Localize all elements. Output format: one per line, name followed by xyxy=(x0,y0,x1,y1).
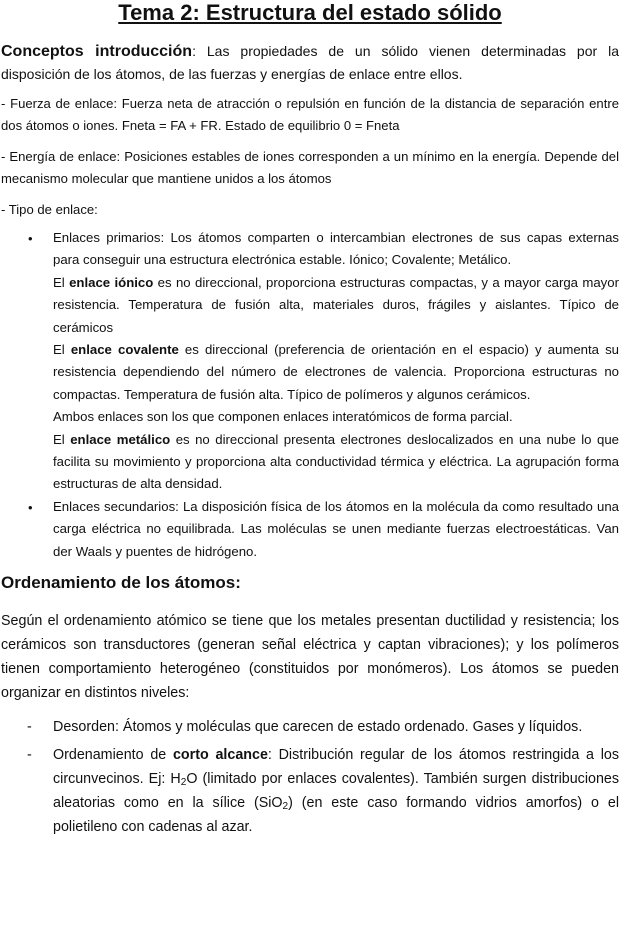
energia-enlace-paragraph: - Energía de enlace: Posiciones estables de iones corresponden a un mínimo en la energía. Depende del mecanismo molecular que mantiene unidos a los átomos xyxy=(1,149,619,186)
bullet-icon: • xyxy=(28,499,33,515)
secundarios-paragraph: Enlaces secundarios: La disposición física de los átomos en la molécula da como resultado una carga eléctrica no equilibrada. Las moléculas se unen mediante fuerzas electroestáticas. Van der Waals y puentes de hidrógeno. xyxy=(53,498,619,559)
list-item-corto-alcance xyxy=(1,743,619,839)
intro-heading: Conceptos introducción xyxy=(1,43,193,60)
covalente-text: es direccional (preferencia de orientación en el espacio) y aumenta su resistencia dependiendo del número de electrones de valencia. Proporciona estructuras no compactas. Temperatura de fusión alta. Típico de polímeros y algunos cerámicos. xyxy=(53,342,619,402)
metalico-paragraph xyxy=(53,429,619,496)
corto-text-3: ) (en este caso formando vidrios amorfos) o el polietileno con cadenas al azar. xyxy=(53,795,619,836)
dash-marker: - xyxy=(27,747,32,764)
list-item-secundarios xyxy=(1,496,619,563)
metalico-text: es no direccional presenta electrones deslocalizados en una nube lo que facilita su movimiento y proporciona alta conductividad térmica y eléctrica. La agrupación forma estructuras de alta densidad. xyxy=(53,431,619,492)
corto-term: corto alcance xyxy=(172,747,268,764)
intro-paragraph xyxy=(1,40,619,86)
subscript-2: 2 xyxy=(282,801,289,813)
tipo-enlace-paragraph: - Tipo de enlace: xyxy=(1,202,98,217)
page-title: Tema 2: Estructura del estado sólido xyxy=(118,0,502,25)
corto-pre: Ordenamiento de xyxy=(53,747,173,764)
ionico-term: enlace iónico xyxy=(69,274,154,290)
dash-marker: - xyxy=(27,719,32,736)
ionico-text: es no direccional, proporciona estructuras compactas, y a mayor carga mayor resistencia. Temperatura de fusión alta, materiales duros, frágiles y aislantes. Típico de cerámicos xyxy=(53,274,619,335)
primarios-intro: Enlaces primarios: Los átomos comparten o intercambian electrones de sus capas externas para conseguir una estructura electrónica estable. Iónico; Covalente; Metálico. xyxy=(53,230,619,268)
bond-types-list xyxy=(1,227,619,563)
ordering-levels-list xyxy=(1,715,619,839)
list-item-primarios xyxy=(1,227,619,496)
ambos-paragraph: Ambos enlaces son los que componen enlaces interatómicos de forma parcial. xyxy=(53,409,513,425)
covalente-term: enlace covalente xyxy=(70,342,179,358)
ionico-paragraph xyxy=(53,272,619,339)
corto-text-2: O (limitado por enlaces covalentes). También surgen distribuciones aleatorias como en la sílice (SiO xyxy=(53,771,619,812)
corto-text-1: : Distribución regular de los átomos restringida a los circunvecinos. Ej: H xyxy=(53,747,619,788)
intro-colon: : xyxy=(192,43,196,59)
bullet-icon: • xyxy=(28,231,33,246)
metalico-term: enlace metálico xyxy=(70,431,171,447)
covalente-paragraph xyxy=(53,339,619,406)
ordenamiento-heading: Ordenamiento de los átomos: xyxy=(1,573,241,593)
metalico-pre: El xyxy=(53,431,71,447)
ordenamiento-paragraph: Según el ordenamiento atómico se tiene que los metales presentan ductilidad y resistencia; los cerámicos son transductores (generan señal eléctrica y captan vibraciones); y los polímeros tienen comportamiento heterogéneo (constituidos por monómeros). Los átomos se pueden organizar en distintos niveles: xyxy=(1,613,619,702)
list-item-desorden xyxy=(1,715,619,739)
intro-text: Las propiedades de un sólido vienen determinadas por la disposición de los átomos, de las fuerzas y energías de enlace entre ellos. xyxy=(1,43,619,82)
subscript-2: 2 xyxy=(180,777,187,789)
ionico-pre: El xyxy=(53,274,70,290)
covalente-pre: El xyxy=(53,342,71,358)
desorden-text: Desorden: Átomos y moléculas que carecen de estado ordenado. Gases y líquidos. xyxy=(53,719,583,736)
fuerza-enlace-paragraph: - Fuerza de enlace: Fuerza neta de atracción o repulsión en función de la distancia de separación entre dos átomos o iones. Fneta = FA + FR. Estado de equilibrio 0 = Fneta xyxy=(1,96,619,133)
